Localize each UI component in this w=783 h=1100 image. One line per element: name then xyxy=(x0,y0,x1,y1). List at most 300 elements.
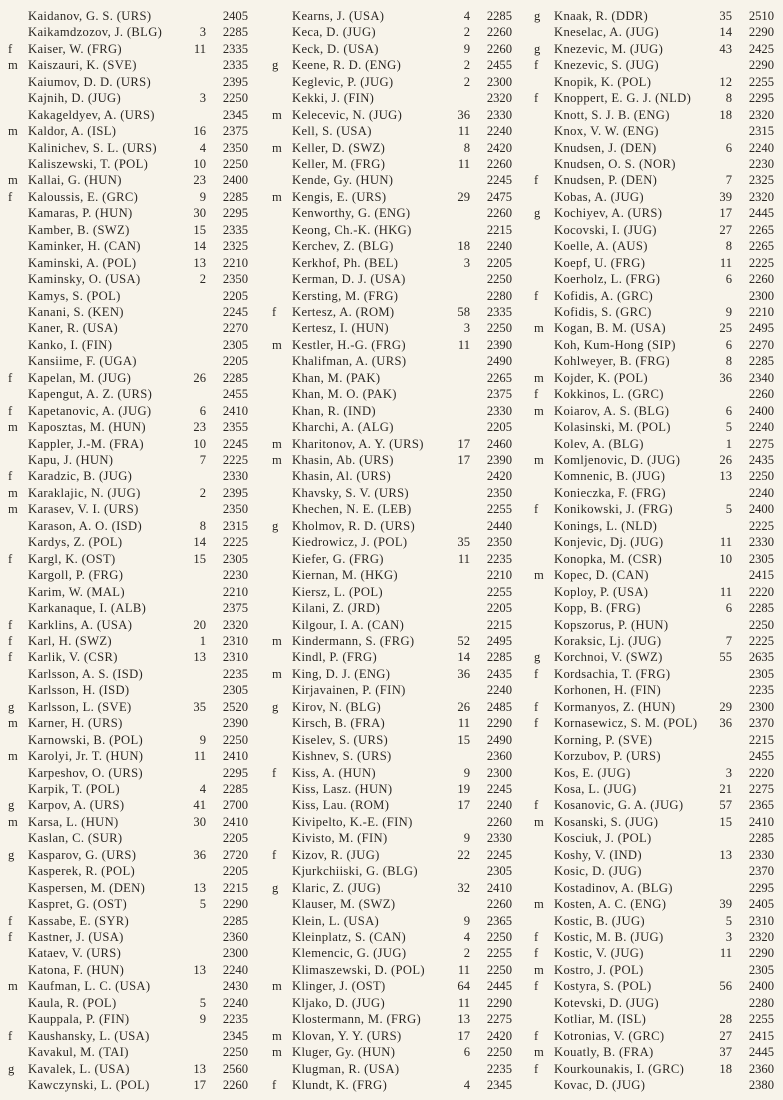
player-entry xyxy=(534,288,774,304)
player-name: Kaikamdzozov, J. (BLG) xyxy=(28,25,163,40)
games-count: 5 xyxy=(725,420,732,435)
rating-value: 2225 xyxy=(222,535,248,550)
rating-value: 2445 xyxy=(748,206,774,221)
title-code: f xyxy=(8,633,13,648)
player-name: Kosciuk, J. (POL) xyxy=(554,831,652,846)
rating-value: 2350 xyxy=(222,140,248,155)
player-entry xyxy=(272,501,512,517)
player-name: Kiersz, L. (POL) xyxy=(292,584,383,599)
player-name: Kajnih, D. (JUG) xyxy=(28,91,122,106)
games-count: 18 xyxy=(719,1061,732,1076)
player-entry xyxy=(534,436,774,452)
player-entry xyxy=(534,633,774,649)
player-name: Kostyra, S. (POL) xyxy=(554,979,652,994)
player-name: Kaposztas, M. (HUN) xyxy=(28,420,146,435)
title-code: m xyxy=(534,321,544,336)
rating-value: 2285 xyxy=(486,9,512,23)
rating-value: 2230 xyxy=(222,568,248,583)
rating-value: 2250 xyxy=(486,321,512,336)
rating-value: 2305 xyxy=(222,337,248,352)
games-count: 30 xyxy=(193,814,206,829)
player-entry xyxy=(8,271,248,287)
title-code: f xyxy=(8,929,13,944)
player-name: Kanko, I. (FIN) xyxy=(28,337,113,352)
player-entry xyxy=(272,995,512,1011)
player-entry xyxy=(8,847,248,863)
player-entry xyxy=(8,123,248,139)
rating-value: 2235 xyxy=(486,551,512,566)
games-count: 35 xyxy=(457,535,470,550)
games-count: 11 xyxy=(457,551,470,566)
rating-value: 2320 xyxy=(748,107,774,122)
player-entry xyxy=(8,584,248,600)
player-name: Konings, L. (NLD) xyxy=(554,518,658,533)
rating-value: 2320 xyxy=(486,91,512,106)
player-entry xyxy=(272,337,512,353)
games-count: 13 xyxy=(457,1012,470,1027)
player-name: Kengis, E. (URS) xyxy=(292,189,387,204)
player-name: Kasparov, G. (URS) xyxy=(28,847,137,862)
rating-value: 2420 xyxy=(486,469,512,484)
games-count: 6 xyxy=(725,403,732,418)
rating-value: 2445 xyxy=(748,1045,774,1060)
player-name: Kamaras, P. (HUN) xyxy=(28,206,133,221)
player-entry xyxy=(534,41,774,57)
title-code: g xyxy=(8,699,15,714)
player-entry xyxy=(534,74,774,90)
games-count: 12 xyxy=(719,74,732,89)
games-count: 36 xyxy=(193,847,206,862)
rating-value: 2225 xyxy=(222,453,248,468)
player-name: Kertesz, I. (HUN) xyxy=(292,321,389,336)
rating-value: 2370 xyxy=(748,864,774,879)
player-entry xyxy=(272,255,512,271)
player-name: Kiss, A. (HUN) xyxy=(292,765,376,780)
games-count: 15 xyxy=(719,814,732,829)
player-entry xyxy=(8,633,248,649)
rating-value: 2350 xyxy=(486,485,512,500)
player-entry xyxy=(272,485,512,501)
player-entry xyxy=(272,765,512,781)
player-entry xyxy=(272,222,512,238)
games-count: 41 xyxy=(193,798,206,813)
games-count: 9 xyxy=(199,732,206,747)
title-code: m xyxy=(8,58,18,73)
rating-value: 2360 xyxy=(222,929,248,944)
games-count: 19 xyxy=(457,781,470,796)
player-entry xyxy=(534,715,774,731)
rating-value: 2255 xyxy=(748,74,774,89)
rating-value: 2205 xyxy=(486,420,512,435)
player-entry xyxy=(8,1011,248,1027)
player-name: Kataev, V. (URS) xyxy=(28,946,122,961)
rating-value: 2225 xyxy=(748,255,774,270)
player-entry xyxy=(8,567,248,583)
player-entry xyxy=(272,189,512,205)
games-count: 30 xyxy=(193,206,206,221)
player-entry xyxy=(272,41,512,57)
games-count: 13 xyxy=(193,1061,206,1076)
player-entry xyxy=(272,748,512,764)
player-entry xyxy=(272,24,512,40)
title-code: g xyxy=(8,847,15,862)
player-entry xyxy=(8,304,248,320)
rating-value: 2210 xyxy=(748,305,774,320)
games-count: 29 xyxy=(719,699,732,714)
games-count: 10 xyxy=(719,551,732,566)
player-name: Knezevic, S. (JUG) xyxy=(554,58,659,73)
player-name: Kende, Gy. (HUN) xyxy=(292,173,394,188)
player-name: Kopec, D. (CAN) xyxy=(554,568,649,583)
player-name: Kawczynski, L. (POL) xyxy=(28,1078,150,1092)
title-code: m xyxy=(534,962,544,977)
player-entry xyxy=(8,518,248,534)
player-name: Kallai, G. (HUN) xyxy=(28,173,122,188)
rating-value: 2285 xyxy=(748,601,774,616)
rating-value: 2320 xyxy=(748,189,774,204)
rating-value: 2335 xyxy=(486,305,512,320)
player-entry xyxy=(8,978,248,994)
rating-value: 2280 xyxy=(486,288,512,303)
player-name: Karason, A. O. (ISD) xyxy=(28,518,143,533)
player-name: Karsa, L. (HUN) xyxy=(28,814,119,829)
rating-value: 2350 xyxy=(222,272,248,287)
games-count: 57 xyxy=(719,798,732,813)
games-count: 1 xyxy=(725,436,732,451)
games-count: 23 xyxy=(193,420,206,435)
games-count: 9 xyxy=(463,41,470,56)
rating-value: 2310 xyxy=(222,650,248,665)
player-name: Kohlweyer, B. (FRG) xyxy=(554,354,670,369)
rating-value: 2305 xyxy=(222,551,248,566)
title-code: f xyxy=(272,765,277,780)
rating-value: 2250 xyxy=(222,91,248,106)
player-name: Kaidanov, G. S. (URS) xyxy=(28,9,152,23)
player-name: Klein, L. (USA) xyxy=(292,913,380,928)
player-name: Kourkounakis, I. (GRC) xyxy=(554,1061,685,1076)
player-entry xyxy=(534,1028,774,1044)
rating-value: 2475 xyxy=(486,189,512,204)
rating-value: 2225 xyxy=(748,633,774,648)
player-name: Khan, M. O. (PAK) xyxy=(292,387,397,402)
player-name: Kosanski, S. (JUG) xyxy=(554,814,659,829)
player-name: Koshy, V. (IND) xyxy=(554,847,642,862)
games-count: 14 xyxy=(193,239,206,254)
player-entry xyxy=(534,814,774,830)
rating-value: 2425 xyxy=(748,41,774,56)
player-name: Keck, D. (USA) xyxy=(292,41,379,56)
rating-value: 2490 xyxy=(486,354,512,369)
rating-value: 2250 xyxy=(486,929,512,944)
games-count: 58 xyxy=(457,305,470,320)
player-entry xyxy=(8,682,248,698)
player-entry xyxy=(534,205,774,221)
games-count: 55 xyxy=(719,650,732,665)
player-entry xyxy=(534,1011,774,1027)
title-code: f xyxy=(8,403,13,418)
player-name: Kaloussis, E. (GRC) xyxy=(28,189,139,204)
games-count: 36 xyxy=(457,666,470,681)
title-code: f xyxy=(8,41,13,56)
player-name: Kizov, R. (JUG) xyxy=(292,847,380,862)
games-count: 27 xyxy=(719,222,732,237)
player-name: Koraksic, Lj. (JUG) xyxy=(554,633,662,648)
rating-value: 2240 xyxy=(486,124,512,139)
rating-value: 2455 xyxy=(222,387,248,402)
games-count: 35 xyxy=(193,699,206,714)
player-name: Kharchi, A. (ALG) xyxy=(292,420,394,435)
rating-value: 2390 xyxy=(486,337,512,352)
games-count: 14 xyxy=(193,535,206,550)
player-entry xyxy=(534,370,774,386)
player-entry xyxy=(272,880,512,896)
player-name: Kindl, P. (FRG) xyxy=(292,650,378,665)
title-code: m xyxy=(8,814,18,829)
player-name: Kaiser, W. (FRG) xyxy=(28,41,122,56)
rating-value: 2260 xyxy=(486,25,512,40)
player-entry xyxy=(534,485,774,501)
title-code: m xyxy=(272,140,282,155)
rating-value: 2400 xyxy=(748,403,774,418)
player-name: Kearns, J. (USA) xyxy=(292,9,385,23)
player-name: Kostic, B. (JUG) xyxy=(554,913,645,928)
games-count: 11 xyxy=(457,716,470,731)
rating-value: 2240 xyxy=(748,420,774,435)
games-count: 16 xyxy=(193,124,206,139)
games-count: 39 xyxy=(719,189,732,204)
title-code: m xyxy=(272,453,282,468)
title-code: m xyxy=(272,337,282,352)
title-code: m xyxy=(272,436,282,451)
games-count: 13 xyxy=(193,962,206,977)
games-count: 8 xyxy=(725,91,732,106)
rating-value: 2245 xyxy=(486,781,512,796)
title-code: f xyxy=(8,469,13,484)
rating-value: 2330 xyxy=(486,403,512,418)
player-name: Kordsachia, T. (FRG) xyxy=(554,666,671,681)
player-name: Knudsen, P. (DEN) xyxy=(554,173,658,188)
player-entry xyxy=(534,156,774,172)
title-code: f xyxy=(534,288,539,303)
games-count: 6 xyxy=(725,601,732,616)
rating-value: 2260 xyxy=(486,814,512,829)
player-name: Khalifman, A. (URS) xyxy=(292,354,407,369)
rating-value: 2350 xyxy=(222,502,248,517)
player-entry xyxy=(8,403,248,419)
title-code: m xyxy=(8,173,18,188)
player-entry xyxy=(8,797,248,813)
player-entry xyxy=(272,732,512,748)
player-name: Kekki, J. (FIN) xyxy=(292,91,375,106)
player-entry xyxy=(8,74,248,90)
player-name: Khan, M. (PAK) xyxy=(292,370,381,385)
games-count: 13 xyxy=(193,255,206,270)
rating-value: 2320 xyxy=(222,617,248,632)
player-name: Kogan, B. M. (USA) xyxy=(554,321,666,336)
player-name: Koerholz, L. (FRG) xyxy=(554,272,661,287)
player-name: Karner, H. (URS) xyxy=(28,716,123,731)
player-entry xyxy=(534,732,774,748)
rating-value: 2635 xyxy=(748,650,774,665)
title-code: f xyxy=(534,1028,539,1043)
player-entry xyxy=(8,929,248,945)
player-name: Kapelan, M. (JUG) xyxy=(28,370,132,385)
player-entry xyxy=(8,814,248,830)
player-name: Kornasewicz, S. M. (POL) xyxy=(554,716,698,731)
games-count: 11 xyxy=(719,584,732,599)
rating-value: 2260 xyxy=(486,897,512,912)
games-count: 3 xyxy=(463,321,470,336)
player-entry xyxy=(8,1028,248,1044)
player-name: Kauppala, P. (FIN) xyxy=(28,1012,130,1027)
rating-value: 2205 xyxy=(486,601,512,616)
player-name: Kakageldyev, A. (URS) xyxy=(28,107,155,122)
rating-value: 2245 xyxy=(486,173,512,188)
player-entry xyxy=(534,600,774,616)
player-name: Kapetanovic, A. (JUG) xyxy=(28,403,152,418)
player-name: Kilani, Z. (JRD) xyxy=(292,601,381,616)
rating-value: 2215 xyxy=(222,880,248,895)
player-name: Kapu, J. (HUN) xyxy=(28,453,114,468)
rating-value: 2700 xyxy=(222,798,248,813)
player-name: Komljenovic, D. (JUG) xyxy=(554,453,681,468)
games-count: 4 xyxy=(463,929,470,944)
player-name: Kocovski, I. (JUG) xyxy=(554,222,657,237)
player-name: Karklins, A. (USA) xyxy=(28,617,133,632)
rating-value: 2285 xyxy=(748,354,774,369)
player-name: Kamber, B. (SWZ) xyxy=(28,222,130,237)
rating-value: 2250 xyxy=(748,469,774,484)
rating-value: 2285 xyxy=(222,25,248,40)
player-name: Khasin, Ab. (URS) xyxy=(292,453,394,468)
title-code: m xyxy=(8,716,18,731)
games-count: 17 xyxy=(457,1028,470,1043)
rating-value: 2315 xyxy=(748,124,774,139)
title-code: f xyxy=(534,58,539,73)
title-code: g xyxy=(8,798,15,813)
title-code: f xyxy=(8,551,13,566)
player-entry xyxy=(8,699,248,715)
rating-value: 2250 xyxy=(748,617,774,632)
player-entry xyxy=(534,534,774,550)
player-entry xyxy=(272,452,512,468)
rating-value: 2375 xyxy=(486,387,512,402)
rating-value: 2205 xyxy=(222,354,248,369)
title-code: f xyxy=(272,1078,277,1092)
games-count: 4 xyxy=(463,9,470,23)
rating-value: 2410 xyxy=(222,403,248,418)
player-entry xyxy=(534,797,774,813)
rating-value: 2320 xyxy=(748,929,774,944)
player-entry xyxy=(272,781,512,797)
player-entry xyxy=(272,715,512,731)
title-code: m xyxy=(8,485,18,500)
player-name: Klemencic, G. (JUG) xyxy=(292,946,407,961)
player-name: Kiss, Lasz. (HUN) xyxy=(292,781,393,796)
player-entry xyxy=(534,896,774,912)
player-entry xyxy=(272,666,512,682)
player-name: Kaminski, A. (POL) xyxy=(28,255,137,270)
games-count: 3 xyxy=(199,25,206,40)
games-count: 2 xyxy=(199,485,206,500)
rating-value: 2410 xyxy=(222,814,248,829)
player-name: Keller, M. (FRG) xyxy=(292,157,386,171)
player-entry xyxy=(534,863,774,879)
player-name: Kell, S. (USA) xyxy=(292,124,372,139)
player-name: Kolev, A. (BLG) xyxy=(554,436,644,451)
rating-value: 2220 xyxy=(748,584,774,599)
rating-value: 2300 xyxy=(222,946,248,961)
rating-value: 2400 xyxy=(748,979,774,994)
games-count: 17 xyxy=(457,436,470,451)
player-entry xyxy=(8,880,248,896)
player-entry xyxy=(8,140,248,156)
games-count: 15 xyxy=(193,551,206,566)
rating-value: 2350 xyxy=(486,535,512,550)
title-code: f xyxy=(534,502,539,517)
player-name: Kaminker, H. (CAN) xyxy=(28,239,141,254)
rating-value: 2250 xyxy=(486,962,512,977)
rating-value: 2410 xyxy=(748,814,774,829)
player-entry xyxy=(534,140,774,156)
rating-value: 2410 xyxy=(486,880,512,895)
player-entry xyxy=(8,748,248,764)
player-entry xyxy=(272,945,512,961)
player-name: Koh, Kum-Hong (SIP) xyxy=(554,337,676,352)
rating-value: 2240 xyxy=(486,683,512,698)
rating-value: 2435 xyxy=(486,666,512,681)
title-code: f xyxy=(534,173,539,188)
player-name: Kofidis, S. (GRC) xyxy=(554,305,652,320)
player-name: Kluger, Gy. (HUN) xyxy=(292,1045,396,1060)
player-entry xyxy=(534,320,774,336)
player-entry xyxy=(8,41,248,57)
title-code: m xyxy=(534,814,544,829)
player-entry xyxy=(534,1061,774,1077)
player-name: Klostermann, M. (FRG) xyxy=(292,1012,422,1027)
player-entry xyxy=(534,189,774,205)
games-count: 17 xyxy=(457,798,470,813)
rating-value: 2300 xyxy=(486,74,512,89)
player-entry xyxy=(8,913,248,929)
rating-value: 2460 xyxy=(486,436,512,451)
player-name: Kishnev, S. (URS) xyxy=(292,749,392,764)
rating-value: 2405 xyxy=(748,897,774,912)
games-count: 39 xyxy=(719,897,732,912)
games-count: 6 xyxy=(725,272,732,287)
rating-value: 2215 xyxy=(748,732,774,747)
player-entry xyxy=(534,501,774,517)
games-count: 15 xyxy=(193,222,206,237)
player-entry xyxy=(272,8,512,24)
rating-value: 2365 xyxy=(748,798,774,813)
player-name: King, D. J. (ENG) xyxy=(292,666,391,681)
player-entry xyxy=(272,172,512,188)
player-name: Karlsson, A. S. (ISD) xyxy=(28,666,144,681)
player-name: Kosanovic, G. A. (JUG) xyxy=(554,798,684,813)
games-count: 8 xyxy=(463,140,470,155)
title-code: m xyxy=(8,420,18,435)
rating-value: 2300 xyxy=(486,765,512,780)
player-entry xyxy=(534,649,774,665)
player-entry xyxy=(272,353,512,369)
player-entry xyxy=(272,649,512,665)
player-name: Klaric, Z. (JUG) xyxy=(292,880,381,895)
player-name: Kiefer, G. (FRG) xyxy=(292,551,384,566)
player-name: Kerchev, Z. (BLG) xyxy=(292,239,394,254)
games-count: 9 xyxy=(199,189,206,204)
player-name: Kokkinos, L. (GRC) xyxy=(554,387,664,402)
